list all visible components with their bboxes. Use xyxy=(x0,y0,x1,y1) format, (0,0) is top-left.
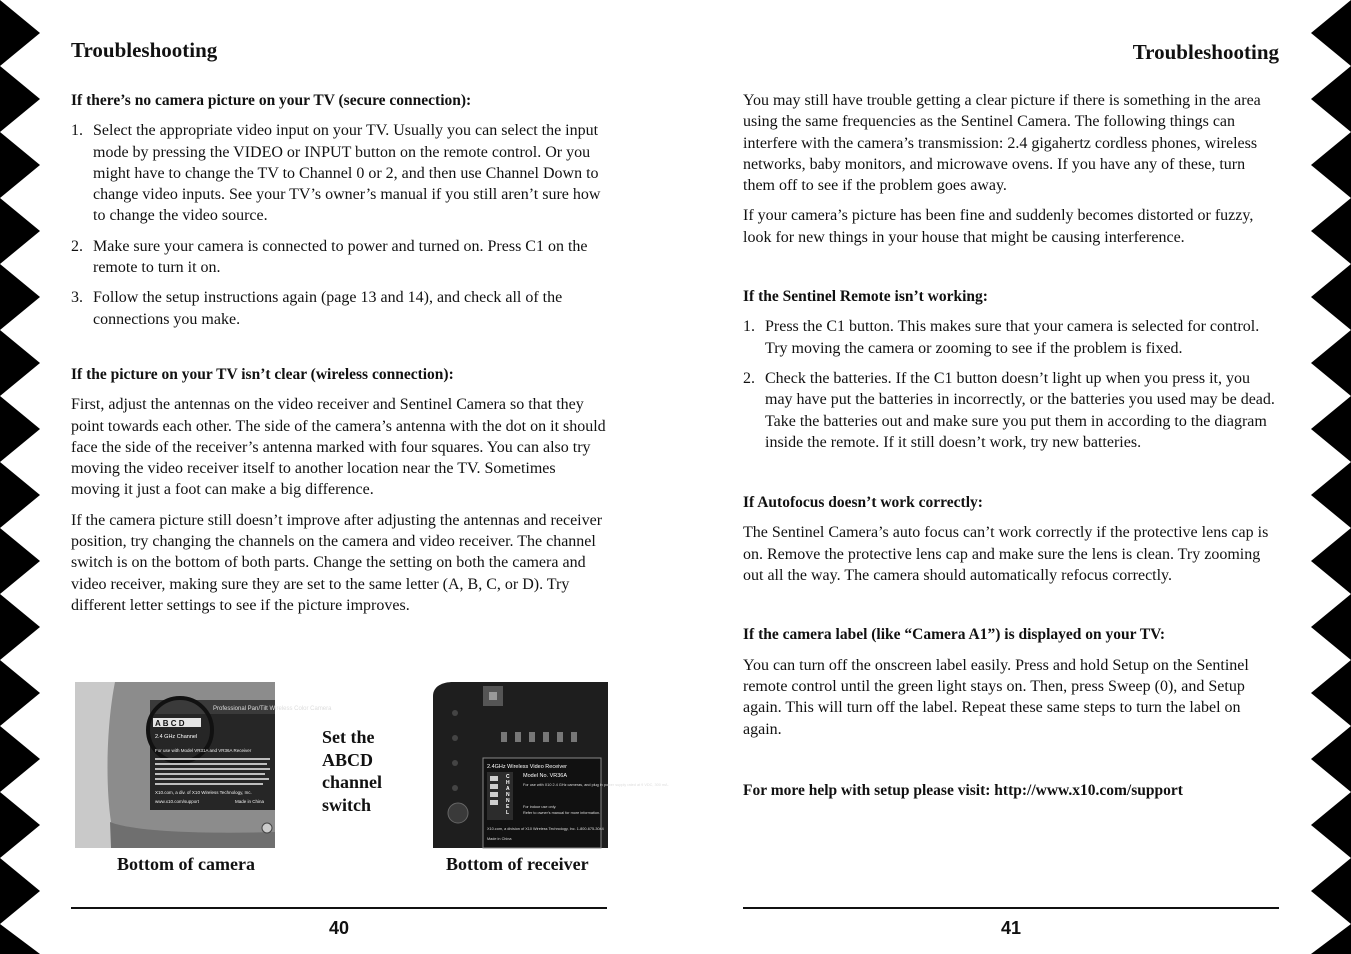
list-text: Make sure your camera is connected to power and turned on. Press C1 on the remote to turn it on. xyxy=(93,237,588,277)
use-with-label: For use with Model VR31A and VR36A Receiver xyxy=(155,748,252,753)
receiver-label-line: X10.com, a division of X10 Wireless Technology, Inc. 1-800-675-3044 xyxy=(487,827,604,831)
paragraph: You can turn off the onscreen label easily. Press and hold Setup on the Sentinel remote control until the green light stays on. Then, press Sweep (0), and Setup again. This will turn off the label. Repeat these same steps to turn the label on again. xyxy=(743,656,1249,738)
list-number: 3. xyxy=(71,289,83,307)
channel-letter: H xyxy=(506,780,510,786)
receiver-label-line: Made in China xyxy=(487,837,512,841)
list-number: 2. xyxy=(71,237,83,255)
list-text: Follow the setup instructions again (page 13 and 14), and check all of the connections you make. xyxy=(93,289,563,328)
list-text: Press the C1 button. This makes sure that your camera is selected for control. Try moving the camera or zooming to see if the problem is fixed. xyxy=(765,318,1260,357)
right-page xyxy=(743,0,1279,954)
paragraph: The Sentinel Camera’s auto focus can’t work correctly if the protective lens cap is on. Remove the protective lens cap and make sure the lens is clean. Try zooming out all the way. The camera should automatically refocus correctly. xyxy=(743,524,1269,585)
no-picture-steps xyxy=(71,120,607,330)
maker-label: X10.com, a div. of X10 Wireless Technology, Inc. xyxy=(155,790,252,795)
page-title: Troubleshooting xyxy=(1132,40,1279,64)
section-heading-remote: If the Sentinel Remote isn’t working: xyxy=(743,288,988,306)
section-heading-autofocus: If Autofocus doesn’t work correctly: xyxy=(743,494,983,512)
list-item xyxy=(71,287,607,330)
list-number: 1. xyxy=(743,318,755,336)
caption-camera: Bottom of camera xyxy=(117,854,255,874)
right-edge-triangles xyxy=(1311,0,1351,954)
channel-letter: A xyxy=(506,786,510,792)
paragraph: You may still have trouble getting a clear picture if there is something in the area using the same frequencies as the Sentinel Camera. The following things can interfere with the camera’s transmission: 2.4 gigahertz cordless phones, wireless networks, baby monitors, and microwave ovens. If you have any of these, turn them off to see if the problem goes away. xyxy=(743,92,1261,195)
channel-letter: N xyxy=(506,798,510,804)
help-line: For more help with setup please visit: http://www.x10.com/support xyxy=(743,781,1183,799)
channel-letter: E xyxy=(506,804,510,810)
caption-receiver: Bottom of receiver xyxy=(446,854,589,874)
right-page-content xyxy=(743,90,1279,801)
page-number: 41 xyxy=(1000,918,1022,938)
paragraph: First, adjust the antennas on the video receiver and Sentinel Camera so that they point towards each other. The side of the camera’s antenna with the dot on it should face the side of the receiver’s antenna marked with four squares. You can also try moving the video receiver itself to another location near the TV. Sometimes moving it just a foot can make a big difference. xyxy=(71,396,606,499)
channel-letter: L xyxy=(506,810,510,816)
camera-bottom-photo xyxy=(75,682,332,848)
channel-switch-label: Set the ABCD channel switch xyxy=(322,727,383,815)
list-item xyxy=(71,236,607,279)
channel-letter: C xyxy=(506,774,510,780)
list-item xyxy=(743,368,1279,453)
receiver-bottom-photo xyxy=(423,678,669,848)
list-text: Select the appropriate video input on your TV. Usually you can select the input mode by pressing the VIDEO or INPUT button on the remote control. Or you might have to change the TV to Channel 0 or 2, and then use Channel Down to change video inputs. See your TV’s owner’s manual if you still aren’t sure how to change the video source. xyxy=(93,122,601,225)
receiver-label-line: Model No. VR36A xyxy=(523,773,568,779)
switch-label: A B C D xyxy=(155,719,185,728)
page-number: 40 xyxy=(328,918,350,938)
receiver-label-line: For use with X10 2.4 GHz cameras, and plug in power supply rated at 9 VDC, 300 mA. xyxy=(523,783,669,787)
channel-letter: N xyxy=(506,792,510,798)
list-text: Check the batteries. If the C1 button doesn’t light up when you press it, you may have put the batteries in incorrectly, or the batteries you used may be dead. Take the batteries out and make sure you put them in according to the diagram inside the remote. If it still doesn’t work, try new batteries. xyxy=(765,369,1275,451)
section-heading-camera-label: If the camera label (like “Camera A1”) is displayed on your TV: xyxy=(743,626,1166,644)
url-label: www.x10.com/support xyxy=(155,799,200,804)
made-in-label: Made in China xyxy=(235,799,265,804)
section-heading-no-picture: If there’s no camera picture on your TV (secure connection): xyxy=(71,92,472,109)
list-number: 1. xyxy=(71,122,83,140)
list-item xyxy=(71,120,607,226)
receiver-label-line: Refer to owner's manual for more information. xyxy=(523,811,601,815)
left-edge-triangles xyxy=(0,0,40,954)
footer-rule xyxy=(71,907,607,909)
product-label: Professional Pan/Tilt Wireless Color Camera xyxy=(213,706,332,712)
left-page xyxy=(71,0,669,954)
page-title: Troubleshooting xyxy=(71,38,218,62)
remote-steps xyxy=(743,316,1279,453)
left-page-content xyxy=(71,90,607,616)
receiver-label-line: 2.4GHz Wireless Video Receiver xyxy=(487,764,567,770)
section-heading-unclear-picture: If the picture on your TV isn’t clear (wireless connection): xyxy=(71,365,454,383)
receiver-label-line: For indoor use only. xyxy=(523,805,557,809)
list-number: 2. xyxy=(743,369,755,387)
paragraph: If your camera’s picture has been fine and suddenly becomes distorted or fuzzy, look for new things in your house that might be causing interference. xyxy=(743,207,1254,246)
paragraph: If the camera picture still doesn’t improve after adjusting the antennas and receiver position, try changing the channels on the camera and video receiver. The channel switch is on the bottom of both parts. Change the setting on both the camera and video receiver, making sure they are set to the same letter (A, B, C, or D). Try different letter settings to see if the picture improves. xyxy=(71,511,603,614)
channel-label: 2.4 GHz Channel xyxy=(155,734,198,740)
list-item xyxy=(743,316,1279,359)
footer-rule xyxy=(743,907,1279,909)
